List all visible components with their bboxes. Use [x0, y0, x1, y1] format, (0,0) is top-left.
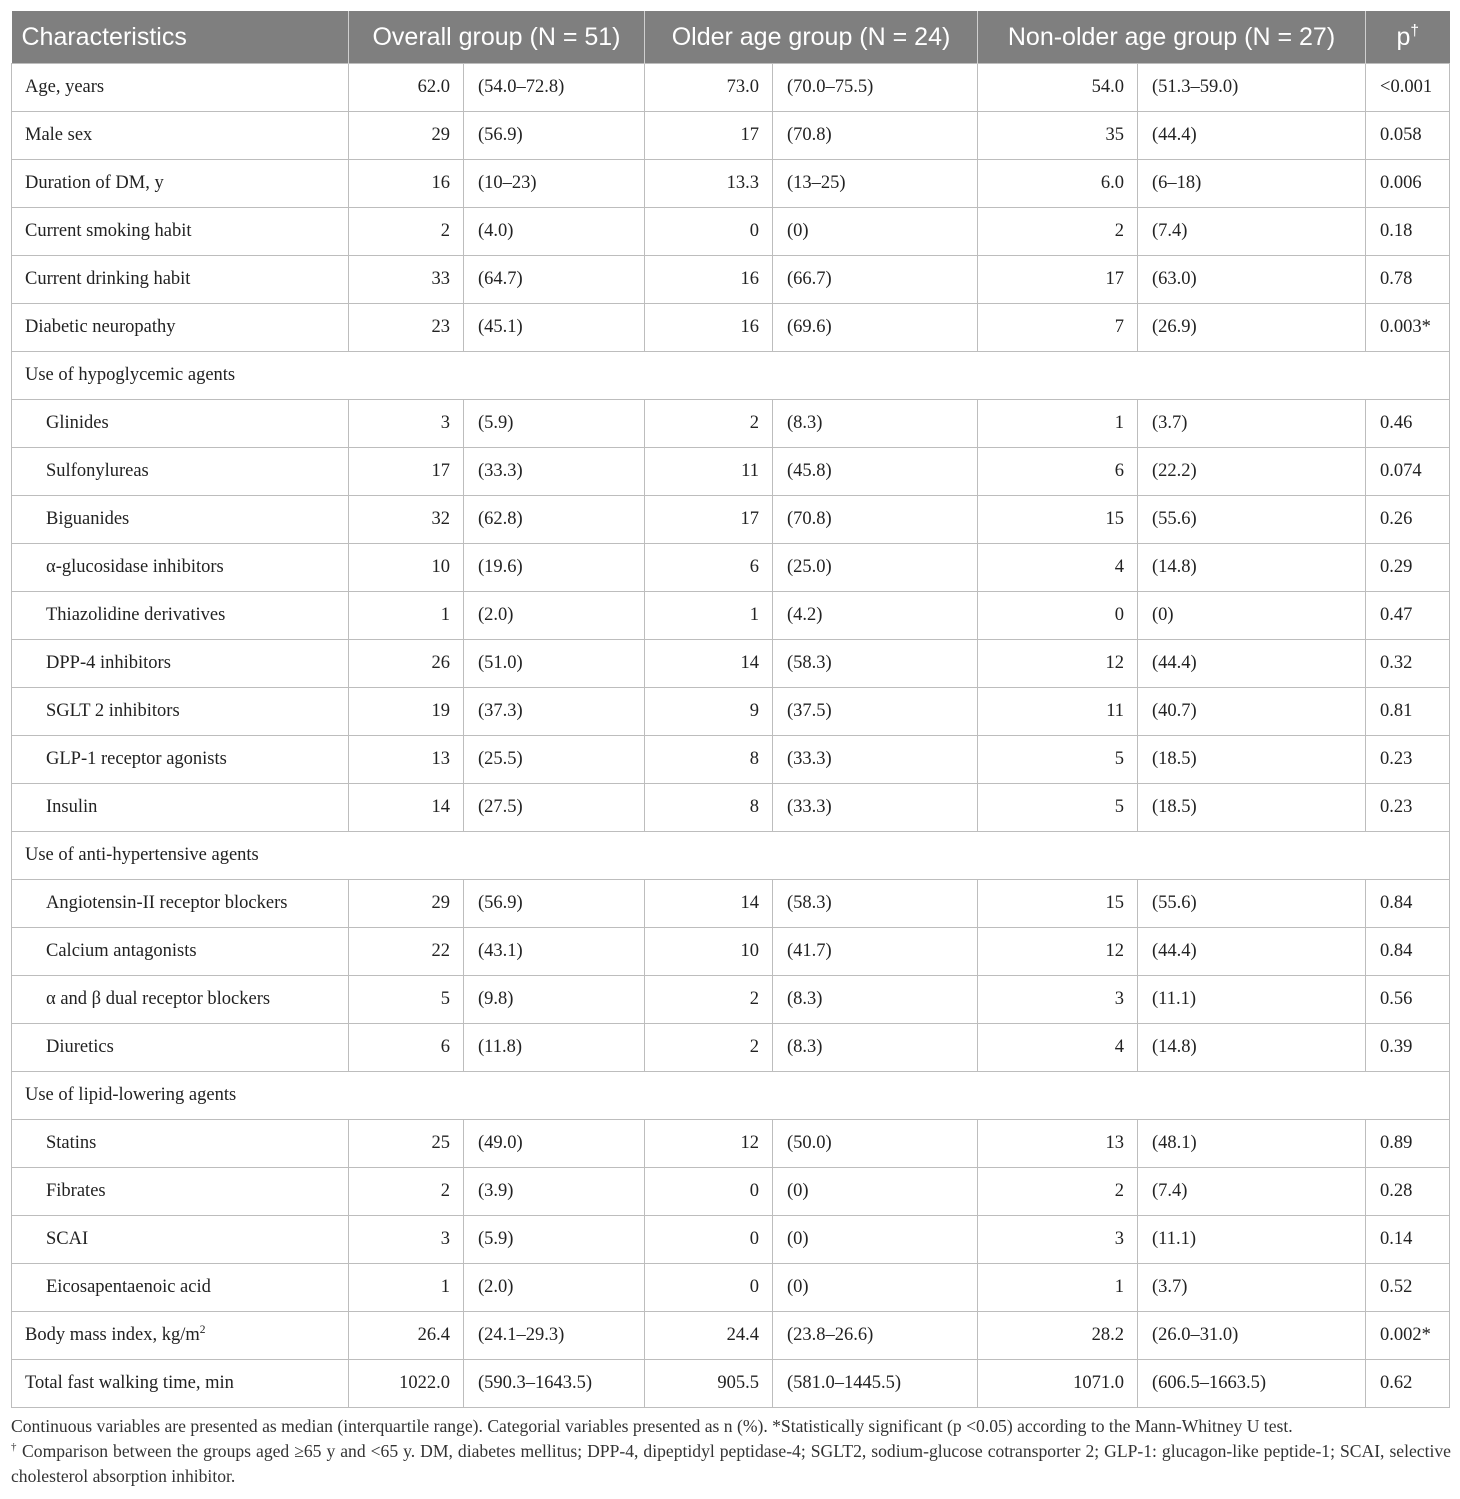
- older-range: (66.7): [773, 256, 978, 304]
- table-row: [12, 1264, 1450, 1312]
- overall-range: (49.0): [464, 1120, 645, 1168]
- row-label: Diabetic neuropathy: [12, 304, 349, 352]
- older-range: (4.2): [773, 592, 978, 640]
- non-older-range: (11.1): [1138, 976, 1366, 1024]
- older-range: (41.7): [773, 928, 978, 976]
- overall-range: (43.1): [464, 928, 645, 976]
- p-value: 0.89: [1366, 1120, 1450, 1168]
- overall-value: 6: [349, 1024, 464, 1072]
- older-value: 8: [645, 736, 773, 784]
- older-value: 17: [645, 496, 773, 544]
- overall-value: 10: [349, 544, 464, 592]
- header-dagger-mark: †: [1410, 22, 1420, 40]
- overall-range: (10–23): [464, 160, 645, 208]
- overall-value: 17: [349, 448, 464, 496]
- row-label: Eicosapentaenoic acid: [12, 1264, 349, 1312]
- table-row: [12, 784, 1450, 832]
- non-older-range: (7.4): [1138, 208, 1366, 256]
- table-row: [12, 688, 1450, 736]
- p-value: 0.81: [1366, 688, 1450, 736]
- p-value: 0.84: [1366, 880, 1450, 928]
- row-label: Biguanides: [12, 496, 349, 544]
- older-range: (70.8): [773, 496, 978, 544]
- older-range: (23.8–26.6): [773, 1312, 978, 1360]
- older-range: (8.3): [773, 1024, 978, 1072]
- header-p-label: p: [1396, 22, 1411, 51]
- overall-value: 1022.0: [349, 1360, 464, 1408]
- header-older-age-group: Older age group (N = 24): [645, 11, 978, 64]
- overall-value: 16: [349, 160, 464, 208]
- older-value: 16: [645, 304, 773, 352]
- overall-range: (37.3): [464, 688, 645, 736]
- overall-value: 26: [349, 640, 464, 688]
- older-range: (0): [773, 1216, 978, 1264]
- table-row: [12, 160, 1450, 208]
- older-range: (8.3): [773, 976, 978, 1024]
- table-row: [12, 1168, 1450, 1216]
- overall-range: (19.6): [464, 544, 645, 592]
- row-label-text: Body mass index, kg/m: [25, 1325, 200, 1345]
- table-row: [12, 400, 1450, 448]
- section-header-row: [12, 1072, 1450, 1120]
- non-older-value: 3: [978, 976, 1138, 1024]
- table-row: [12, 64, 1450, 112]
- overall-range: (27.5): [464, 784, 645, 832]
- older-range: (581.0–1445.5): [773, 1360, 978, 1408]
- older-range: (33.3): [773, 784, 978, 832]
- non-older-range: (0): [1138, 592, 1366, 640]
- p-value: 0.29: [1366, 544, 1450, 592]
- overall-range: (2.0): [464, 1264, 645, 1312]
- section-label: Use of hypoglycemic agents: [12, 352, 1450, 400]
- overall-value: 62.0: [349, 64, 464, 112]
- older-value: 6: [645, 544, 773, 592]
- overall-range: (5.9): [464, 400, 645, 448]
- overall-range: (4.0): [464, 208, 645, 256]
- non-older-range: (55.6): [1138, 880, 1366, 928]
- overall-value: 26.4: [349, 1312, 464, 1360]
- non-older-range: (40.7): [1138, 688, 1366, 736]
- row-label: Angiotensin-II receptor blockers: [12, 880, 349, 928]
- non-older-range: (44.4): [1138, 640, 1366, 688]
- overall-range: (5.9): [464, 1216, 645, 1264]
- overall-value: 1: [349, 1264, 464, 1312]
- older-value: 9: [645, 688, 773, 736]
- older-range: (0): [773, 1264, 978, 1312]
- table-row: [12, 304, 1450, 352]
- non-older-value: 4: [978, 544, 1138, 592]
- non-older-value: 28.2: [978, 1312, 1138, 1360]
- non-older-value: 1: [978, 400, 1138, 448]
- table-row: [12, 736, 1450, 784]
- section-label: Use of lipid-lowering agents: [12, 1072, 1450, 1120]
- older-value: 1: [645, 592, 773, 640]
- non-older-value: 0: [978, 592, 1138, 640]
- non-older-range: (14.8): [1138, 1024, 1366, 1072]
- p-value: 0.78: [1366, 256, 1450, 304]
- p-value: 0.26: [1366, 496, 1450, 544]
- older-value: 14: [645, 640, 773, 688]
- overall-range: (64.7): [464, 256, 645, 304]
- older-value: 0: [645, 1216, 773, 1264]
- row-label: SGLT 2 inhibitors: [12, 688, 349, 736]
- non-older-range: (22.2): [1138, 448, 1366, 496]
- older-range: (70.8): [773, 112, 978, 160]
- non-older-range: (14.8): [1138, 544, 1366, 592]
- overall-value: 29: [349, 880, 464, 928]
- row-label: Thiazolidine derivatives: [12, 592, 349, 640]
- non-older-value: 6: [978, 448, 1138, 496]
- non-older-range: (44.4): [1138, 928, 1366, 976]
- non-older-range: (26.9): [1138, 304, 1366, 352]
- p-value: 0.52: [1366, 1264, 1450, 1312]
- p-value: 0.003*: [1366, 304, 1450, 352]
- non-older-value: 12: [978, 640, 1138, 688]
- overall-range: (33.3): [464, 448, 645, 496]
- non-older-range: (55.6): [1138, 496, 1366, 544]
- table-row: [12, 448, 1450, 496]
- row-label: Current smoking habit: [12, 208, 349, 256]
- older-range: (13–25): [773, 160, 978, 208]
- table-row: [12, 1216, 1450, 1264]
- p-value: 0.18: [1366, 208, 1450, 256]
- overall-value: 25: [349, 1120, 464, 1168]
- older-range: (37.5): [773, 688, 978, 736]
- header-non-older-age-group: Non-older age group (N = 27): [978, 11, 1366, 64]
- overall-value: 23: [349, 304, 464, 352]
- overall-range: (56.9): [464, 112, 645, 160]
- non-older-range: (18.5): [1138, 784, 1366, 832]
- row-label: SCAI: [12, 1216, 349, 1264]
- overall-range: (590.3–1643.5): [464, 1360, 645, 1408]
- characteristics-table: [11, 11, 1450, 1408]
- older-range: (8.3): [773, 400, 978, 448]
- row-label: α-glucosidase inhibitors: [12, 544, 349, 592]
- older-range: (33.3): [773, 736, 978, 784]
- p-value: 0.074: [1366, 448, 1450, 496]
- table-row: [12, 496, 1450, 544]
- overall-range: (62.8): [464, 496, 645, 544]
- table-row: [12, 1312, 1450, 1360]
- non-older-value: 54.0: [978, 64, 1138, 112]
- overall-value: 19: [349, 688, 464, 736]
- p-value: 0.058: [1366, 112, 1450, 160]
- table-row: [12, 1024, 1450, 1072]
- older-value: 10: [645, 928, 773, 976]
- row-label: [12, 1312, 349, 1360]
- older-range: (58.3): [773, 640, 978, 688]
- row-label: Current drinking habit: [12, 256, 349, 304]
- non-older-value: 15: [978, 880, 1138, 928]
- row-label: Glinides: [12, 400, 349, 448]
- overall-range: (3.9): [464, 1168, 645, 1216]
- row-label: Age, years: [12, 64, 349, 112]
- overall-value: 3: [349, 400, 464, 448]
- overall-range: (54.0–72.8): [464, 64, 645, 112]
- table-header: [12, 11, 1450, 64]
- non-older-value: 1071.0: [978, 1360, 1138, 1408]
- non-older-range: (6–18): [1138, 160, 1366, 208]
- header-characteristics: Characteristics: [12, 11, 349, 64]
- header-overall-group: Overall group (N = 51): [349, 11, 645, 64]
- non-older-value: 12: [978, 928, 1138, 976]
- overall-value: 14: [349, 784, 464, 832]
- older-value: 11: [645, 448, 773, 496]
- table-footnote: [11, 1414, 1451, 1489]
- non-older-range: (51.3–59.0): [1138, 64, 1366, 112]
- p-value: 0.39: [1366, 1024, 1450, 1072]
- older-range: (0): [773, 208, 978, 256]
- older-value: 8: [645, 784, 773, 832]
- superscript: 2: [199, 1323, 206, 1336]
- p-value: 0.28: [1366, 1168, 1450, 1216]
- table-row: [12, 976, 1450, 1024]
- overall-range: (51.0): [464, 640, 645, 688]
- row-label: α and β dual receptor blockers: [12, 976, 349, 1024]
- older-range: (45.8): [773, 448, 978, 496]
- p-value: 0.32: [1366, 640, 1450, 688]
- p-value: 0.002*: [1366, 1312, 1450, 1360]
- non-older-value: 2: [978, 208, 1138, 256]
- overall-range: (24.1–29.3): [464, 1312, 645, 1360]
- non-older-value: 3: [978, 1216, 1138, 1264]
- overall-range: (45.1): [464, 304, 645, 352]
- overall-value: 22: [349, 928, 464, 976]
- table-row: [12, 592, 1450, 640]
- row-label: Diuretics: [12, 1024, 349, 1072]
- table-row: [12, 1120, 1450, 1168]
- table-row: [12, 112, 1450, 160]
- p-value: 0.46: [1366, 400, 1450, 448]
- non-older-range: (63.0): [1138, 256, 1366, 304]
- older-value: 2: [645, 1024, 773, 1072]
- non-older-range: (48.1): [1138, 1120, 1366, 1168]
- row-label: Male sex: [12, 112, 349, 160]
- footnote-line-1: Continuous variables are presented as median (interquartile range). Categorial variables presented as n (%). *Statistically significant (p <0.05) according to the Mann-Whitney U test.: [11, 1416, 1293, 1436]
- row-label: Sulfonylureas: [12, 448, 349, 496]
- overall-range: (2.0): [464, 592, 645, 640]
- older-range: (58.3): [773, 880, 978, 928]
- table-row: [12, 544, 1450, 592]
- older-value: 905.5: [645, 1360, 773, 1408]
- section-header-row: [12, 352, 1450, 400]
- non-older-range: (3.7): [1138, 400, 1366, 448]
- older-value: 16: [645, 256, 773, 304]
- overall-value: 1: [349, 592, 464, 640]
- non-older-range: (18.5): [1138, 736, 1366, 784]
- footnote-dagger-mark: †: [11, 1441, 18, 1454]
- non-older-value: 15: [978, 496, 1138, 544]
- row-label: GLP-1 receptor agonists: [12, 736, 349, 784]
- older-value: 0: [645, 208, 773, 256]
- p-value: 0.006: [1366, 160, 1450, 208]
- p-value: 0.14: [1366, 1216, 1450, 1264]
- row-label: Total fast walking time, min: [12, 1360, 349, 1408]
- row-label: Duration of DM, y: [12, 160, 349, 208]
- overall-range: (11.8): [464, 1024, 645, 1072]
- table-row: [12, 880, 1450, 928]
- non-older-range: (606.5–1663.5): [1138, 1360, 1366, 1408]
- older-value: 14: [645, 880, 773, 928]
- p-value: 0.47: [1366, 592, 1450, 640]
- non-older-value: 35: [978, 112, 1138, 160]
- overall-value: 32: [349, 496, 464, 544]
- table-row: [12, 640, 1450, 688]
- p-value: <0.001: [1366, 64, 1450, 112]
- older-range: (70.0–75.5): [773, 64, 978, 112]
- table-row: [12, 1360, 1450, 1408]
- overall-value: 2: [349, 208, 464, 256]
- older-value: 73.0: [645, 64, 773, 112]
- non-older-value: 7: [978, 304, 1138, 352]
- non-older-value: 1: [978, 1264, 1138, 1312]
- row-label: Fibrates: [12, 1168, 349, 1216]
- overall-value: 13: [349, 736, 464, 784]
- older-value: 13.3: [645, 160, 773, 208]
- non-older-value: 5: [978, 784, 1138, 832]
- p-value: 0.23: [1366, 736, 1450, 784]
- characteristics-table-container: [11, 11, 1449, 1408]
- section-label: Use of anti-hypertensive agents: [12, 832, 1450, 880]
- p-value: 0.84: [1366, 928, 1450, 976]
- table-row: [12, 256, 1450, 304]
- older-value: 2: [645, 400, 773, 448]
- footnote-text: Comparison between the groups aged ≥65 y and <65 y. DM, diabetes mellitus; DPP-4, dipeptidyl peptidase-4; SGLT2, sodium-glucose cotransporter 2; GLP-1: glucagon-like peptide-1; SCAI, selective cholesterol absorption inhibitor.: [11, 1441, 1451, 1486]
- non-older-value: 2: [978, 1168, 1138, 1216]
- older-range: (0): [773, 1168, 978, 1216]
- older-range: (25.0): [773, 544, 978, 592]
- non-older-range: (11.1): [1138, 1216, 1366, 1264]
- non-older-value: 4: [978, 1024, 1138, 1072]
- overall-value: 2: [349, 1168, 464, 1216]
- table-row: [12, 928, 1450, 976]
- header-p-value: [1366, 11, 1450, 64]
- table-body: [12, 64, 1450, 1408]
- non-older-range: (44.4): [1138, 112, 1366, 160]
- overall-value: 29: [349, 112, 464, 160]
- table-row: [12, 208, 1450, 256]
- section-header-row: [12, 832, 1450, 880]
- older-range: (69.6): [773, 304, 978, 352]
- overall-range: (56.9): [464, 880, 645, 928]
- overall-value: 33: [349, 256, 464, 304]
- non-older-range: (26.0–31.0): [1138, 1312, 1366, 1360]
- non-older-value: 5: [978, 736, 1138, 784]
- older-range: (50.0): [773, 1120, 978, 1168]
- older-value: 0: [645, 1168, 773, 1216]
- p-value: 0.62: [1366, 1360, 1450, 1408]
- older-value: 24.4: [645, 1312, 773, 1360]
- row-label: Calcium antagonists: [12, 928, 349, 976]
- non-older-value: 6.0: [978, 160, 1138, 208]
- overall-range: (9.8): [464, 976, 645, 1024]
- overall-value: 5: [349, 976, 464, 1024]
- non-older-value: 17: [978, 256, 1138, 304]
- older-value: 17: [645, 112, 773, 160]
- p-value: 0.23: [1366, 784, 1450, 832]
- non-older-range: (3.7): [1138, 1264, 1366, 1312]
- older-value: 12: [645, 1120, 773, 1168]
- non-older-value: 13: [978, 1120, 1138, 1168]
- overall-range: (25.5): [464, 736, 645, 784]
- older-value: 0: [645, 1264, 773, 1312]
- overall-value: 3: [349, 1216, 464, 1264]
- non-older-range: (7.4): [1138, 1168, 1366, 1216]
- row-label: Insulin: [12, 784, 349, 832]
- row-label: DPP-4 inhibitors: [12, 640, 349, 688]
- older-value: 2: [645, 976, 773, 1024]
- p-value: 0.56: [1366, 976, 1450, 1024]
- footnote-line-2: [11, 1439, 1451, 1489]
- non-older-value: 11: [978, 688, 1138, 736]
- row-label: Statins: [12, 1120, 349, 1168]
